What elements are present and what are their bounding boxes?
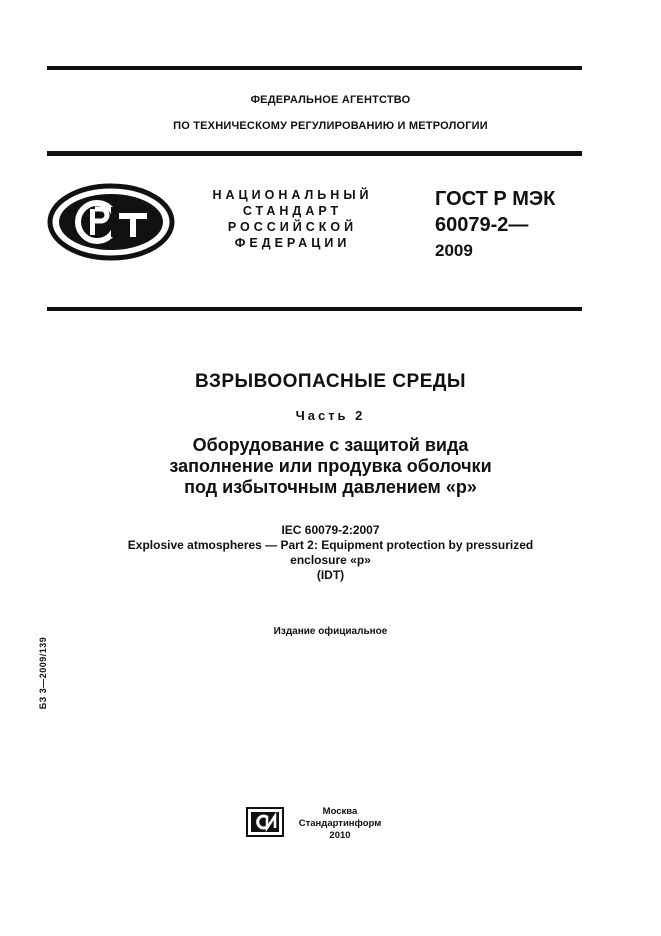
- iec-english-title-2: enclosure «p»: [290, 553, 371, 567]
- gost-r-logo: [47, 183, 175, 261]
- header-divider: [47, 151, 582, 156]
- iec-identity: (IDT): [316, 568, 345, 582]
- standartinform-logo: [245, 806, 285, 838]
- agency-line-1: ФЕДЕРАЛЬНОЕ АГЕНТСТВО: [250, 94, 411, 106]
- publisher-block: [290, 806, 390, 842]
- document-title: ВЗРЫВООПАСНЫЕ СРЕДЫ: [194, 371, 467, 392]
- publisher-city: Москва: [322, 806, 358, 817]
- subtitle: [0, 435, 661, 498]
- gost-year: 2009: [435, 241, 473, 260]
- agency-line-2: ПО ТЕХНИЧЕСКОМУ РЕГУЛИРОВАНИЮ И МЕТРОЛОГИИ: [173, 120, 488, 132]
- iec-english-title-1: Explosive atmospheres — Part 2: Equipment protection by pressurized: [127, 538, 534, 552]
- iec-number: IEC 60079-2:2007: [281, 523, 380, 537]
- subtitle-line-1: Оборудование с защитой вида: [192, 435, 469, 455]
- iec-reference: [0, 523, 661, 583]
- publisher-name: Стандартинформ: [298, 818, 382, 829]
- gost-line-1: ГОСТ Р МЭК: [435, 188, 556, 210]
- subtitle-line-2: заполнение или продувка оболочки: [169, 456, 492, 476]
- top-rule: [47, 66, 582, 70]
- gost-line-2: 60079-2—: [435, 214, 529, 236]
- national-line-2: СТАНДАРТ: [242, 204, 343, 218]
- national-line-4: ФЕДЕРАЦИИ: [234, 236, 351, 250]
- national-standard-label: [200, 187, 385, 251]
- publisher-year: 2010: [329, 830, 351, 841]
- edition-label: Издание официальное: [273, 626, 388, 637]
- national-line-1: НАЦИОНАЛЬНЫЙ: [212, 188, 373, 202]
- part-label: Часть 2: [295, 408, 366, 423]
- gost-designation: [435, 186, 555, 264]
- national-line-3: РОССИЙСКОЙ: [227, 220, 358, 234]
- subtitle-line-3: под избыточным давлением «р»: [184, 477, 477, 497]
- side-code: БЗ 3—2009/139: [38, 636, 48, 710]
- standard-divider: [47, 307, 582, 311]
